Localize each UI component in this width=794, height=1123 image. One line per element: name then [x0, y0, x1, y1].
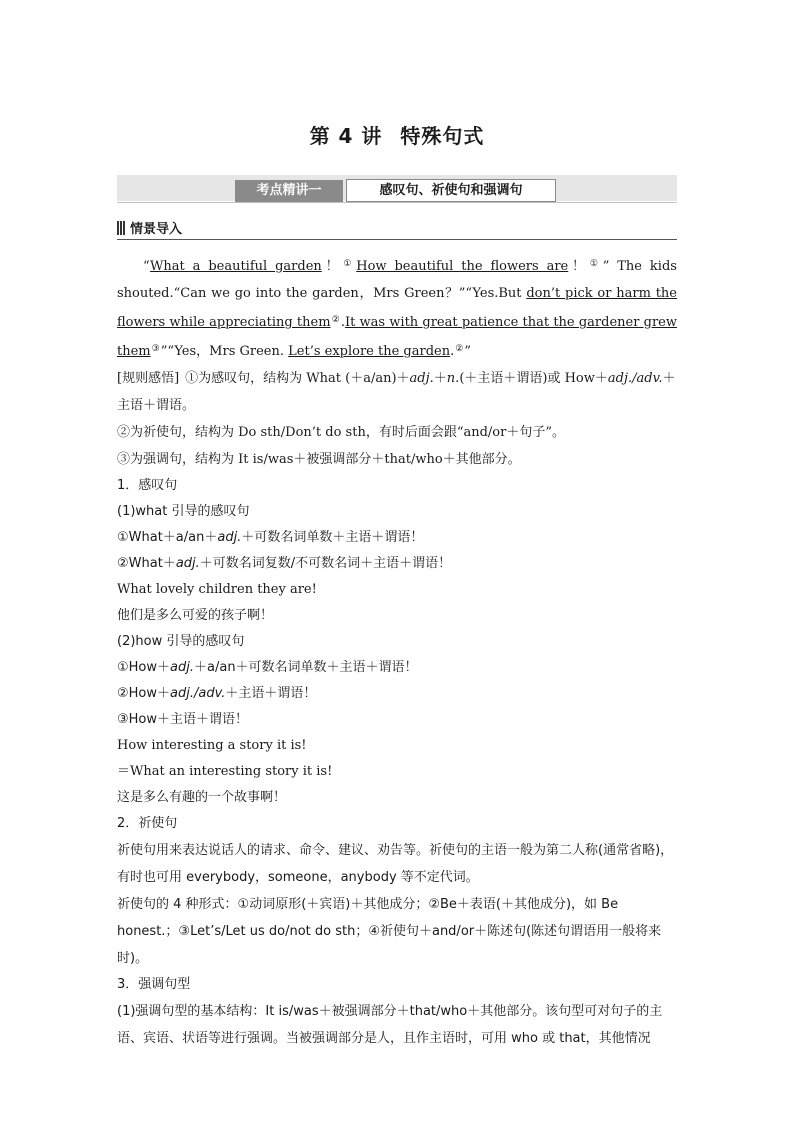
- what-pattern-2-a: ②What＋: [117, 556, 176, 571]
- main-content: [117, 251, 677, 1052]
- example-1-english: What lovely children they are!: [117, 582, 317, 597]
- section-header: [117, 218, 677, 240]
- how-pattern-1-a: ①How＋: [117, 660, 171, 675]
- section-banner: [117, 170, 677, 206]
- how-pattern-1-b: ＋a/an＋可数名词单数＋主语＋谓语！: [194, 660, 418, 675]
- what-pattern-2-adj: adj.: [175, 556, 200, 571]
- intro-story: [117, 251, 677, 365]
- section-marker-icon: [117, 221, 125, 235]
- part-1-sub-1: (1)what 引导的感叹句: [117, 504, 250, 519]
- what-pattern-2: [117, 551, 677, 577]
- story-text-1: ” The kids shouted.“Can we go into the garden，Mrs Green？”“Yes.But: [117, 259, 677, 301]
- sentence-2-end: ！: [568, 259, 589, 274]
- story-text-4: .: [450, 344, 455, 359]
- part-3-paragraph-1: (1)强调句型的基本结构：It is/was＋被强调部分＋that/who＋其他部分。该句型可对句子的主语、宾语、状语等进行强调。当被强调部分是人，且作主语时，可用 who 或 that，其他情况: [117, 1004, 663, 1046]
- title-prefix: 第: [309, 124, 331, 148]
- example-2-english: How interesting a story it is!: [117, 738, 307, 753]
- marker-3: ②: [331, 315, 340, 325]
- sentence-2: How beautiful the flowers are: [356, 259, 569, 274]
- rule-2: ②为祈使句，结构为 Do sth/Don’t do sth，有时后面会跟“and/or＋句子”。: [117, 425, 565, 440]
- example-2-chinese: 这是多么有趣的一个故事啊！: [117, 790, 287, 805]
- rule-1-adjadv: adj./adv.: [607, 371, 663, 386]
- how-pattern-2-b: ＋主语＋谓语！: [225, 686, 317, 701]
- part-1-heading: 1．感叹句: [117, 478, 178, 493]
- title-middle: 讲: [361, 124, 383, 148]
- section-title: 情景导入: [130, 222, 183, 237]
- part-2-paragraph-2: 祈使句的 4 种形式：①动词原形(＋宾语)＋其他成分；②Be＋表语(＋其他成分)，如 Be honest.；③Let’s/Let us do/not do sth；④祈使句＋and/or＋陈述句(陈述句谓语用一般将来时)。: [117, 897, 662, 966]
- part-3-heading: 3．强调句型: [117, 977, 191, 992]
- sentence-1: What a beautiful garden: [150, 259, 322, 274]
- rules-label: [规则感悟]: [117, 371, 180, 386]
- banner-topic: 感叹句、祈使句和强调句: [346, 179, 556, 202]
- sentence-1-end: ！: [321, 259, 343, 274]
- rule-1-a: ①为感叹句，结构为 What (＋a/an)＋: [185, 371, 410, 386]
- sentence-3: don’t pick or harm the flowers while appreciating them: [117, 286, 677, 330]
- what-pattern-1-b: ＋可数名词单数＋主语＋谓语！: [241, 530, 424, 545]
- story-text-2: .: [340, 315, 345, 330]
- title-topic: 特殊句式: [400, 124, 485, 148]
- rule-1-d: ＋主语＋谓语。: [117, 371, 676, 413]
- example-2-english-alt: ＝What an interesting story it is!: [117, 764, 333, 779]
- what-pattern-1-adj: adj.: [217, 530, 242, 545]
- what-pattern-2-b: ＋可数名词复数/不可数名词＋主语＋谓语！: [199, 556, 452, 571]
- rule-1-c: (＋主语＋谓语)或 How＋: [459, 371, 608, 386]
- page-title: [0, 120, 794, 149]
- title-lecture-number: 4: [338, 124, 354, 148]
- how-pattern-2-adj: adj./adv.: [170, 686, 226, 701]
- marker-4: ③: [151, 344, 160, 354]
- what-pattern-1: [117, 525, 677, 551]
- part-2-paragraph-1: 祈使句用来表达说话人的请求、命令、建议、劝告等。祈使句的主语一般为第二人称(通常省略)，有时也可用 everybody，someone，anybody 等不定代词。: [117, 843, 674, 885]
- story-text-3: ”“Yes，Mrs Green.: [160, 344, 284, 359]
- how-pattern-2: [117, 681, 677, 707]
- rule-1-b: ＋: [433, 371, 447, 386]
- how-pattern-3: ③How＋主语＋谓语！: [117, 712, 249, 727]
- how-pattern-1: [117, 655, 677, 681]
- example-1-chinese: 他们是多么可爱的孩子啊！: [117, 608, 274, 623]
- story-text-5: ”: [464, 344, 471, 359]
- rule-3: ③为强调句，结构为 It is/was＋被强调部分＋that/who＋其他部分。: [117, 452, 521, 467]
- marker-1: ①: [343, 259, 356, 269]
- quote-open: “: [143, 259, 151, 274]
- part-2-heading: 2．祈使句: [117, 816, 178, 831]
- banner-tag: 考点精讲一: [235, 180, 343, 202]
- what-pattern-1-a: ①What＋a/an＋: [117, 530, 218, 545]
- marker-5: ②: [455, 344, 464, 354]
- how-pattern-2-a: ②How＋: [117, 686, 171, 701]
- banner-divider: [117, 202, 677, 203]
- how-pattern-1-adj: adj.: [170, 660, 194, 675]
- rule-1-adj: adj.: [409, 371, 434, 386]
- rule-1: [117, 365, 677, 419]
- sentence-5: Let’s explore the garden: [288, 344, 451, 359]
- marker-2: ①: [589, 259, 602, 269]
- sentence-4: It was with great patience that the gardener grew them: [117, 315, 677, 359]
- rule-1-n: n.: [446, 371, 460, 386]
- part-1-sub-2: (2)how 引导的感叹句: [117, 634, 245, 649]
